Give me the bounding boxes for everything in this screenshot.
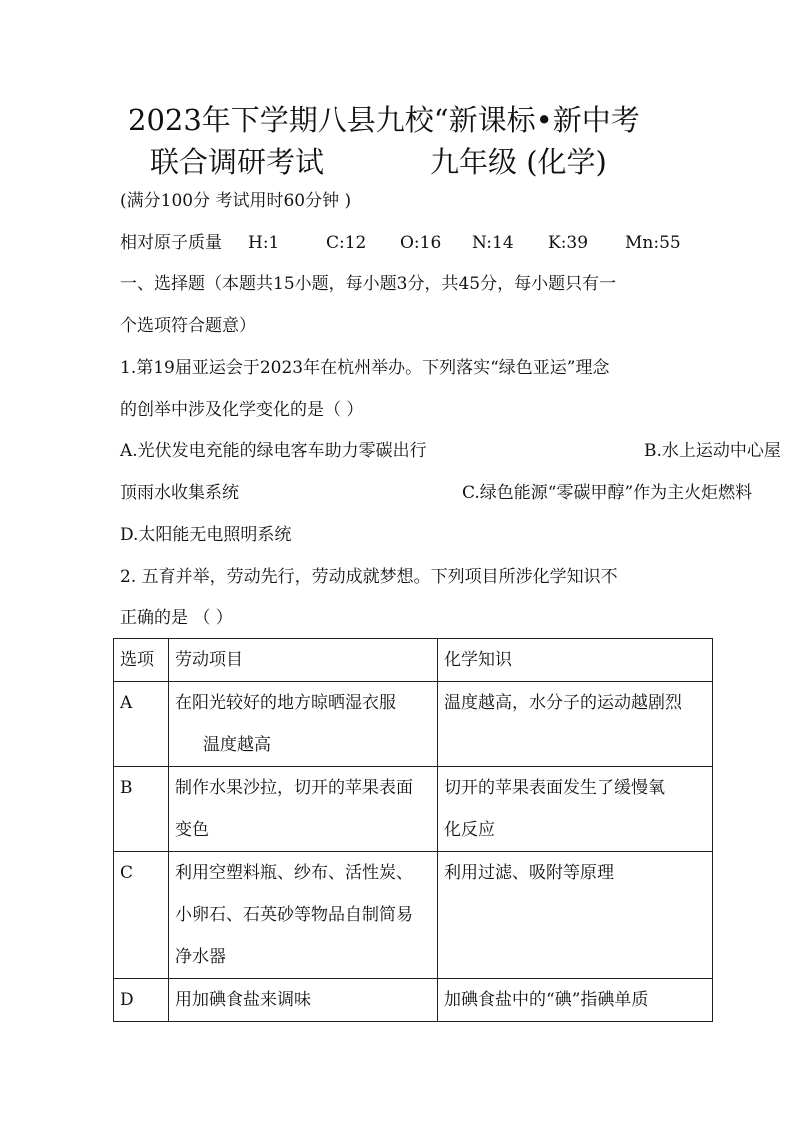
- question-1-option-c: C.绿色能源“零碳甲醇”作为主火炬燃料: [462, 483, 753, 503]
- table-cell-labor-item: 用加碘食盐来调味: [169, 979, 438, 1022]
- atomic-mass-label: 相对原子质量: [120, 233, 222, 253]
- table-cell-text: 净水器: [175, 947, 226, 967]
- exam-title-line1: 2023年下学期八县九校“新课标•新中考: [128, 103, 640, 137]
- question-1-option-d: D.太阳能无电照明系统: [120, 525, 292, 545]
- atomic-mass-item: K:39: [548, 233, 589, 253]
- table-cell-text: 利用空塑料瓶、纱布、活性炭、: [175, 863, 413, 883]
- table-cell-labor-item: [169, 852, 438, 979]
- table-cell-option: C: [114, 852, 169, 979]
- question-1-option-b: B.水上运动中心屋: [644, 441, 781, 461]
- table-cell-text: 在阳光较好的地方晾晒湿衣服: [175, 693, 396, 713]
- table-cell-text: 温度越高: [203, 735, 271, 755]
- atomic-mass-item: Mn:55: [625, 233, 681, 253]
- question-2-table: [113, 638, 713, 1022]
- question-2-stem-cont: 正确的是 （ ）: [120, 608, 233, 628]
- table-header-chem-knowledge: 化学知识: [438, 639, 713, 682]
- table-cell-knowledge: 利用过滤、吸附等原理: [438, 852, 713, 979]
- atomic-mass-item: O:16: [400, 233, 442, 253]
- question-1-stem-cont: 的创举中涉及化学变化的是（ ）: [120, 400, 364, 420]
- table-cell-labor-item: [169, 767, 438, 852]
- table-row: [114, 852, 713, 979]
- table-cell-option: D: [114, 979, 169, 1022]
- table-row: [114, 767, 713, 852]
- section-heading-cont: 个选项符合题意）: [120, 316, 256, 336]
- table-cell-text: 小卵石、石英砂等物品自制简易: [175, 905, 413, 925]
- exam-grade-subject: 九年级 (化学): [430, 145, 607, 179]
- atomic-mass-item: C:12: [326, 233, 367, 253]
- table-cell-text: 化反应: [444, 820, 495, 840]
- atomic-mass-item: N:14: [472, 233, 514, 253]
- table-cell-knowledge: [438, 767, 713, 852]
- section-heading: 一、选择题（本题共15小题，每小题3分，共45分，每小题只有一: [120, 274, 617, 294]
- question-1-options-row2: [120, 481, 753, 505]
- exam-info: (满分100分 考试用时60分钟 ): [120, 191, 352, 211]
- question-2-stem: 2. 五育并举，劳动先行，劳动成就梦想。下列项目所涉化学知识不: [120, 567, 618, 587]
- table-cell-labor-item: [169, 682, 438, 767]
- atomic-mass-item: H:1: [248, 233, 280, 253]
- exam-title-line2: [150, 142, 607, 182]
- table-cell-knowledge: 温度越高，水分子的运动越剧烈: [438, 682, 713, 767]
- table-cell-option: A: [114, 682, 169, 767]
- table-cell-knowledge: 加碘食盐中的“碘”指碘单质: [438, 979, 713, 1022]
- question-1-option-b-cont: 顶雨水收集系统: [120, 483, 239, 503]
- question-1-option-a: A.光伏发电充能的绿电客车助力零碳出行: [120, 441, 427, 461]
- table-cell-text: 制作水果沙拉，切开的苹果表面: [175, 778, 413, 798]
- atomic-mass-list: [120, 231, 680, 255]
- question-1-stem: 1.第19届亚运会于2023年在杭州举办。下列落实“绿色亚运”理念: [120, 358, 610, 378]
- question-1-options-row1: [120, 439, 781, 463]
- table-cell-text: 变色: [175, 820, 209, 840]
- table-cell-text: 切开的苹果表面发生了缓慢氧: [444, 778, 665, 798]
- table-header-labor-item: 劳动项目: [169, 639, 438, 682]
- table-header-option: 选项: [114, 639, 169, 682]
- exam-title-subtitle: 联合调研考试: [150, 145, 325, 179]
- table-row: [114, 979, 713, 1022]
- table-header-row: [114, 639, 713, 682]
- table-row: [114, 682, 713, 767]
- table-cell-option: B: [114, 767, 169, 852]
